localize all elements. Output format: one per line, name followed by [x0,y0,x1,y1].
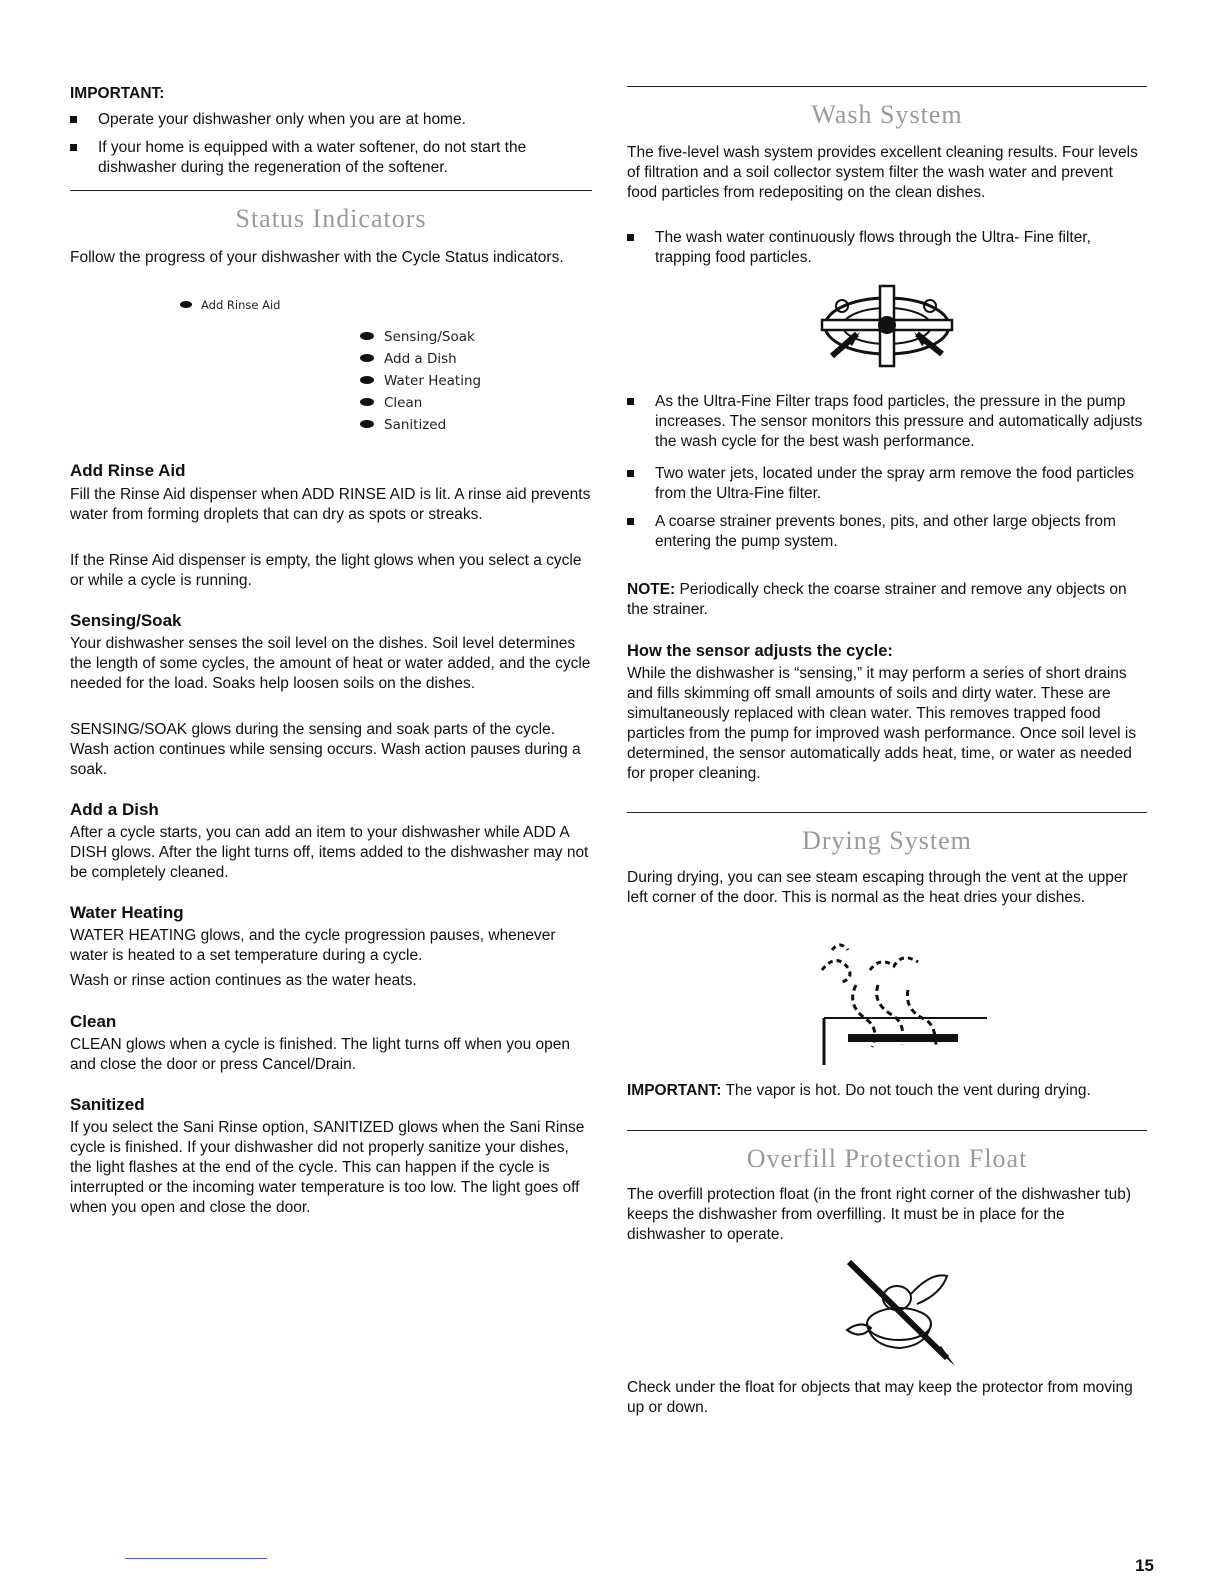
section-divider [627,86,1147,87]
add-rinse-aid-p1: Fill the Rinse Aid dispenser when ADD RINSE AID is lit. A rinse aid prevents water from forming droplets that can dry as spots or streaks. [70,486,591,523]
drying-important: IMPORTANT: The vapor is hot. Do not touch the vent during drying. [627,1082,1091,1099]
footer-line [125,1558,267,1559]
square-bullet-icon [627,234,634,241]
square-bullet-icon [627,398,634,405]
sensing-soak-title: Sensing/Soak [70,611,182,630]
sensing-soak-p1: Your dishwasher senses the soil level on the dishes. Soil level determines the length of some cycles, the amount of heat or water added, and the cycle needed for the load. Soaks help loosen soils on the dishes. [70,635,591,692]
page-number: 15 [1135,1556,1154,1575]
wash-intro: The five-level wash system provides excellent cleaning results. Four levels of filtration and a soil collector system filter the wash water and prevent food particles from redepositing on the clean dishes. [627,144,1138,201]
wash-list-1 [627,228,1147,276]
water-heating-p1: WATER HEATING glows, and the cycle progression pauses, whenever water is heated to a set temperature during a cycle. [70,927,556,964]
important-label: IMPORTANT: [70,85,165,102]
steam-vent-illustration [812,930,992,1066]
section-divider [70,190,592,191]
drying-system-heading: Drying System [802,826,972,855]
wash-list-2 [627,392,1147,560]
sensor-text: While the dishwasher is “sensing,” it may perform a series of short drains and fills skimming off small amounts of soils and dirty water. These are simultaneously replaced with clean water. This removes trapped food particles from the pump for improved wash performance. Once soil level is determined, the sensor automatically adds heat, time, or water as needed for proper cleaning. [627,665,1137,782]
list-item: The wash water continuously flows through the Ultra- Fine filter, trapping food particles. [627,228,1147,268]
overfill-protection-heading: Overfill Protection Float [746,1144,1028,1173]
overfill-text: The overfill protection float (in the front right corner of the dishwasher tub) keeps the dishwasher from overfilling. It must be in place for the dishwasher to operate. [627,1186,1131,1243]
note-paragraph: NOTE: Periodically check the coarse strainer and remove any objects on the strainer. [627,581,1127,618]
indicator-light-icon [360,376,374,384]
sensing-soak-p2: SENSING/SOAK glows during the sensing and soak parts of the cycle. Wash action continues while sensing occurs. Wash action pauses during a soak. [70,721,581,778]
clean-title: Clean [70,1012,117,1031]
sensor-title: How the sensor adjusts the cycle: [627,642,893,660]
indicator-light-icon [360,420,374,428]
indicator-water-heating: Water Heating [360,373,481,389]
overfill-check: Check under the float for objects that may keep the protector from moving up or down. [627,1379,1133,1416]
indicator-add-rinse-aid: Add Rinse Aid [180,298,280,312]
square-bullet-icon [70,116,77,123]
indicator-sanitized: Sanitized [360,417,446,433]
indicator-sensing-soak: Sensing/Soak [360,329,475,345]
indicator-light-icon [360,398,374,406]
add-rinse-aid-p2: If the Rinse Aid dispenser is empty, the light glows when you select a cycle or while a cycle is running. [70,552,582,589]
list-item: Operate your dishwasher only when you are at home. [70,110,592,130]
drying-text: During drying, you can see steam escaping through the vent at the upper left corner of the door. This is normal as the heat dries your dishes. [627,869,1128,906]
add-dish-title: Add a Dish [70,800,159,819]
section-divider [627,1130,1147,1131]
indicator-add-a-dish: Add a Dish [360,351,457,367]
sanitized-p1: If you select the Sani Rinse option, SANITIZED glows when the Sani Rinse cycle is finished. If your dishwasher did not properly sanitize your dishes, the light flashes at the end of the cycle. This can happen if the cycle is interrupted or the incoming water temperature is too low. The light goes off when you open and close the door. [70,1119,585,1216]
status-intro: Follow the progress of your dishwasher with the Cycle Status indicators. [70,249,564,266]
clean-p1: CLEAN glows when a cycle is finished. The light turns off when you open and close the door or press Cancel/Drain. [70,1036,571,1073]
add-dish-p1: After a cycle starts, you can add an item to your dishwasher while ADD A DISH glows. After the light turns off, items added to the dishwasher may not be completely cleaned. [70,824,589,881]
square-bullet-icon [70,144,77,151]
water-heating-p2: Wash or rinse action continues as the water heats. [70,972,417,989]
water-heating-title: Water Heating [70,903,184,922]
list-item: A coarse strainer prevents bones, pits, and other large objects from entering the pump system. [627,512,1147,552]
indicator-clean: Clean [360,395,422,411]
indicator-light-icon [180,301,192,308]
ultra-fine-filter-illustration [802,276,972,376]
square-bullet-icon [627,470,634,477]
list-item: As the Ultra-Fine Filter traps food particles, the pressure in the pump increases. The sensor monitors this pressure and automatically adjusts the wash cycle for the best wash performance. [627,392,1147,452]
section-divider [627,812,1147,813]
add-rinse-aid-title: Add Rinse Aid [70,461,186,480]
list-item: Two water jets, located under the spray arm remove the food particles from the Ultra-Fine filter. [627,464,1147,504]
important-list [70,110,592,186]
square-bullet-icon [627,518,634,525]
indicator-light-icon [360,332,374,340]
sanitized-title: Sanitized [70,1095,145,1114]
overfill-float-illustration [837,1260,967,1370]
indicator-light-icon [360,354,374,362]
wash-system-heading: Wash System [811,100,963,129]
status-indicators-heading: Status Indicators [235,204,427,233]
list-item: If your home is equipped with a water softener, do not start the dishwasher during the regeneration of the softener. [70,138,592,178]
